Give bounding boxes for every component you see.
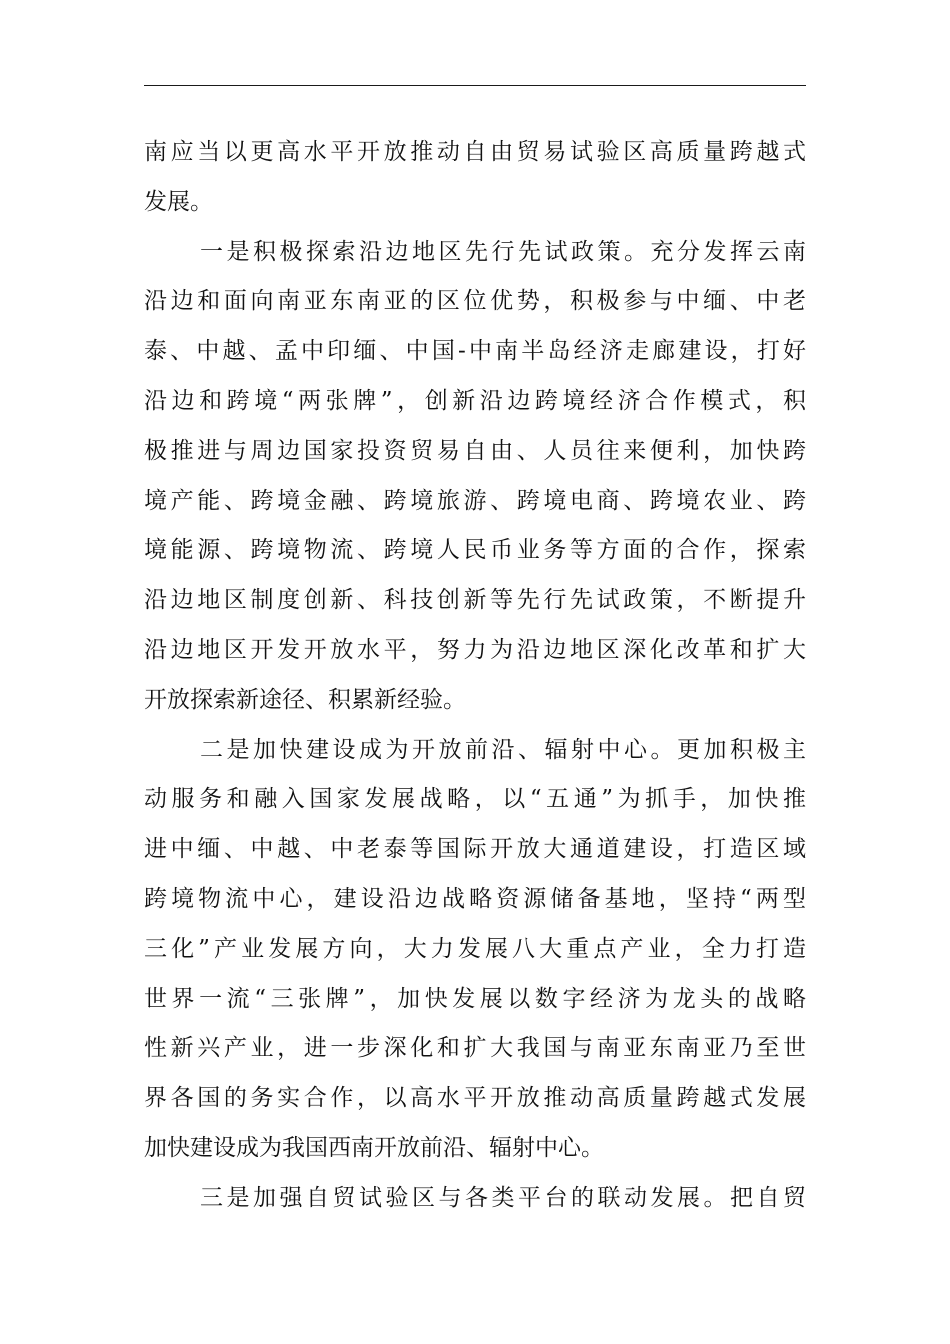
text-line: 加快建设成为我国西南开放前沿、辐射中心。 (144, 1134, 604, 1161)
text-line: 南应当以更高水平开放推动自由贸易试验区高质量跨越式 (144, 139, 806, 165)
text-line: 极推进与周边国家投资贸易自由、人员往来便利，加快跨 (144, 437, 806, 464)
text-line: 泰、中越、孟中印缅、中国-中南半岛经济走廊建设，打好 (144, 338, 806, 365)
text-line: 二是加快建设成为开放前沿、辐射中心。更加积极主 (200, 736, 806, 763)
header-rule (144, 85, 806, 86)
text-line: 界各国的务实合作，以高水平开放推动高质量跨越式发展 (144, 1085, 806, 1112)
text-line: 境能源、跨境物流、跨境人民币业务等方面的合作，探索 (144, 537, 806, 564)
text-line: 三化”产业发展方向，大力发展八大重点产业，全力打造 (144, 935, 806, 962)
body-text (144, 128, 806, 1224)
text-line: 动服务和融入国家发展战略，以“五通”为抓手，加快推 (144, 786, 806, 813)
text-line: 世界一流“三张牌”，加快发展以数字经济为龙头的战略 (144, 985, 806, 1012)
text-line: 跨境物流中心，建设沿边战略资源储备基地，坚持“两型 (144, 885, 806, 912)
text-line: 沿边和面向南亚东南亚的区位优势，积极参与中缅、中老 (144, 288, 806, 315)
text-line: 境产能、跨境金融、跨境旅游、跨境电商、跨境农业、跨 (144, 487, 806, 514)
text-line: 发展。 (144, 188, 213, 215)
text-line: 进中缅、中越、中老泰等国际开放大通道建设，打造区域 (144, 836, 806, 863)
text-line: 沿边地区制度创新、科技创新等先行先试政策，不断提升 (144, 587, 806, 614)
text-line: 开放探索新途径、积累新经验。 (144, 686, 466, 713)
text-line: 沿边和跨境“两张牌”，创新沿边跨境经济合作模式，积 (144, 387, 806, 414)
text-line: 沿边地区开发开放水平，努力为沿边地区深化改革和扩大 (144, 636, 806, 663)
text-line: 一是积极探索沿边地区先行先试政策。充分发挥云南 (200, 238, 806, 265)
text-line: 性新兴产业，进一步深化和扩大我国与南亚东南亚乃至世 (144, 1035, 806, 1062)
text-line: 三是加强自贸试验区与各类平台的联动发展。把自贸 (200, 1184, 806, 1211)
